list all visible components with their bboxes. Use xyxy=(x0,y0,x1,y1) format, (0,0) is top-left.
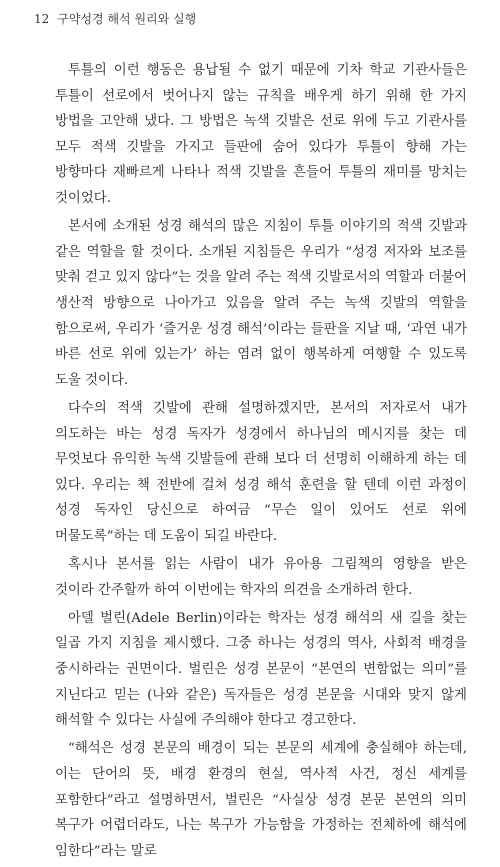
running-header xyxy=(34,10,196,27)
paragraph-5: 아델 벌린(Adele Berlin)이라는 학자는 성경 해석의 새 길을 찾는 일곱 가지 지침을 제시했다. 그중 하나는 성경의 역사, 사회적 배경을 중시하라는 권면이다. 벌린은 성경 본문이 “본연의 변함없는 의미”를 지닌다고 믿는 (나와 같은) 독자들은 성경 본문을 시대와 맞지 않게 해석할 수 있다는 사실에 주의해야 한다고 경고한다. xyxy=(55,610,467,729)
page-number: 12 xyxy=(34,12,50,26)
paragraph-2: 본서에 소개된 성경 해석의 많은 지침이 투틀 이야기의 적색 깃발과 같은 역할을 할 것이다. 소개된 지침들은 우리가 “성경 저자와 보조를 맞춰 걷고 있지 않다”는 것을 알려 주는 적색 깃발로서의 역할과 더불어 생산적 방향으로 나아가고 있음을 알려 주는 녹색 깃발의 역할을 함으로써, 우리가 ‘즐거운 성경 해석’이라는 들판을 지날 때, ‘과연 내가 바른 선로 위에 있는가’ 하는 염려 없이 행복하게 여행할 수 있도록 도울 것이다. xyxy=(55,219,467,388)
paragraph-1: 투틀의 이런 행동은 용납될 수 없기 때문에 기차 학교 기관사들은 투틀이 선로에서 벗어나지 않는 규칙을 배우게 하기 위해 한 가지 방법을 고안해 냈다. 그 방법은 녹색 깃발은 선로 위에 두고 기관사를 모두 적색 깃발을 가지고 들판에 숨어 있다가 투틀이 향해 가는 방향마다 재빠르게 나타나 적색 깃발을 흔들어 투틀의 재미를 망치는 것이었다. xyxy=(55,63,467,206)
book-title: 구약성경 해석 원리와 실행 xyxy=(57,12,197,26)
paragraph-4: 혹시나 본서를 읽는 사람이 내가 유아용 그림책의 영향을 받은 것이라 간주할까 하여 이번에는 학자의 의견을 소개하려 한다. xyxy=(55,557,467,598)
paragraph-6: “해석은 성경 본문의 배경이 되는 본문의 세계에 충실해야 하는데, 이는 단어의 뜻, 배경 환경의 현실, 역사적 사건, 정신 세계를 포함한다”라고 설명하면서, 벌린은 “사실상 성경 본문 본연의 의미 복구가 어렵더라도, 나는 복구가 가능함을 가정하는 전체하에 해석에 임한다”라는 말로 xyxy=(55,741,467,859)
main-text xyxy=(55,58,467,867)
paragraph-3: 다수의 적색 깃발에 관해 설명하겠지만, 본서의 저자로서 내가 의도하는 바는 성경 독자가 성경에서 하나님의 메시지를 찾는 데 무엇보다 유익한 녹색 깃발들에 관해 보다 더 선명히 이해하게 하는 데 있다. 우리는 책 전반에 걸쳐 성경 해석 훈련을 할 텐데 이런 과정이 성경 독자인 당신으로 하여금 “무슨 일이 있어도 선로 위에 머물도록”하는 데 도움이 되길 바란다. xyxy=(55,400,467,544)
